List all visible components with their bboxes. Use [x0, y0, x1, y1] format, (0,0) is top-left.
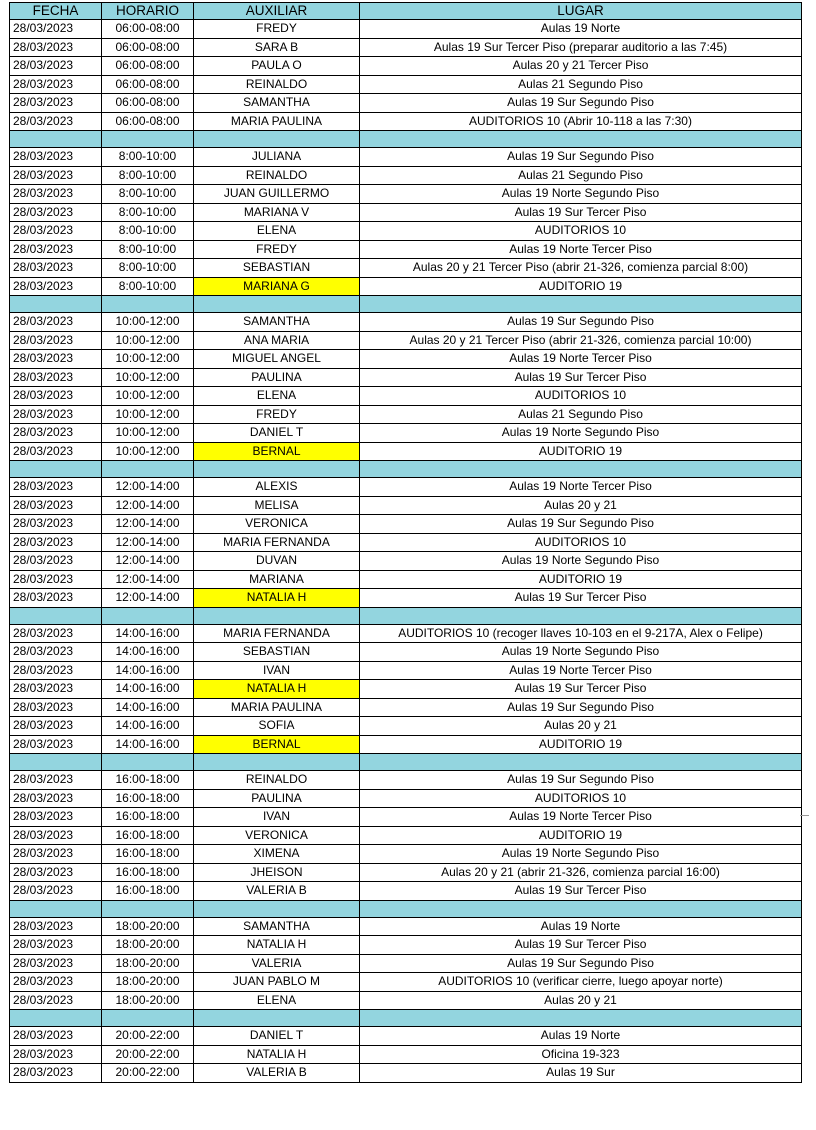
cell-auxiliar: MIGUEL ANGEL: [194, 350, 360, 369]
table-row: [10, 94, 802, 113]
cell-auxiliar: JHEISON: [194, 863, 360, 882]
cell-fecha: 28/03/2023: [10, 57, 102, 76]
cell-auxiliar: SAMANTHA: [194, 313, 360, 332]
cell-lugar: AUDITORIOS 10: [360, 222, 802, 241]
cell-auxiliar: FREDY: [194, 405, 360, 424]
cell-horario: 12:00-14:00: [102, 589, 194, 608]
table-row: [10, 350, 802, 369]
table-row: [10, 680, 802, 699]
cell-fecha: 28/03/2023: [10, 185, 102, 204]
separator-cell: [194, 900, 360, 917]
cell-horario: 06:00-08:00: [102, 57, 194, 76]
cell-lugar: AUDITORIO 19: [360, 277, 802, 296]
cell-lugar: Aulas 20 y 21 Tercer Piso (abrir 21-326, comienza parcial 10:00): [360, 331, 802, 350]
table-row: [10, 954, 802, 973]
cell-lugar: Aulas 19 Sur Segundo Piso: [360, 94, 802, 113]
separator-row: [10, 131, 802, 148]
table-row: [10, 313, 802, 332]
table-row: [10, 203, 802, 222]
cell-lugar: Aulas 19 Norte Segundo Piso: [360, 185, 802, 204]
separator-cell: [360, 607, 802, 624]
cell-auxiliar: VERONICA: [194, 515, 360, 534]
cell-auxiliar: BERNAL: [194, 735, 360, 754]
cell-auxiliar: DANIEL T: [194, 1027, 360, 1046]
schedule-table: [9, 2, 802, 1083]
separator-cell: [102, 1010, 194, 1027]
separator-cell: [10, 131, 102, 148]
cell-lugar: AUDITORIOS 10: [360, 387, 802, 406]
separator-cell: [102, 900, 194, 917]
cell-fecha: 28/03/2023: [10, 515, 102, 534]
cell-lugar: Aulas 20 y 21 Tercer Piso (abrir 21-326, comienza parcial 8:00): [360, 259, 802, 278]
cell-auxiliar: NATALIA H: [194, 936, 360, 955]
cell-fecha: 28/03/2023: [10, 20, 102, 39]
table-row: [10, 789, 802, 808]
cell-fecha: 28/03/2023: [10, 808, 102, 827]
cell-fecha: 28/03/2023: [10, 826, 102, 845]
cell-horario: 14:00-16:00: [102, 735, 194, 754]
table-row: [10, 387, 802, 406]
cell-horario: 8:00-10:00: [102, 259, 194, 278]
separator-cell: [194, 131, 360, 148]
cell-fecha: 28/03/2023: [10, 1064, 102, 1083]
cell-auxiliar: NATALIA H: [194, 1045, 360, 1064]
separator-cell: [10, 1010, 102, 1027]
separator-cell: [360, 296, 802, 313]
cell-horario: 10:00-12:00: [102, 442, 194, 461]
cell-auxiliar: MARIANA: [194, 570, 360, 589]
cell-lugar: Aulas 20 y 21 Tercer Piso: [360, 57, 802, 76]
table-row: [10, 771, 802, 790]
cell-auxiliar: MELISA: [194, 496, 360, 515]
table-row: [10, 1027, 802, 1046]
cell-fecha: 28/03/2023: [10, 331, 102, 350]
separator-cell: [194, 607, 360, 624]
cell-auxiliar: JUAN GUILLERMO: [194, 185, 360, 204]
cell-horario: 18:00-20:00: [102, 936, 194, 955]
cell-horario: 12:00-14:00: [102, 478, 194, 497]
cell-horario: 12:00-14:00: [102, 496, 194, 515]
cell-lugar: Aulas 19 Norte Tercer Piso: [360, 478, 802, 497]
cell-horario: 12:00-14:00: [102, 570, 194, 589]
cell-lugar: Aulas 19 Norte: [360, 1027, 802, 1046]
cell-horario: 20:00-22:00: [102, 1045, 194, 1064]
cell-horario: 06:00-08:00: [102, 112, 194, 131]
cell-horario: 12:00-14:00: [102, 533, 194, 552]
table-row: [10, 496, 802, 515]
table-row: [10, 222, 802, 241]
separator-cell: [10, 900, 102, 917]
table-row: [10, 863, 802, 882]
table-row: [10, 661, 802, 680]
cell-lugar: Aulas 19 Norte Segundo Piso: [360, 424, 802, 443]
cell-horario: 16:00-18:00: [102, 808, 194, 827]
table-row: [10, 405, 802, 424]
cell-fecha: 28/03/2023: [10, 552, 102, 571]
table-row: [10, 1064, 802, 1083]
table-row: [10, 936, 802, 955]
cell-fecha: 28/03/2023: [10, 954, 102, 973]
table-row: [10, 331, 802, 350]
table-row: [10, 166, 802, 185]
cell-fecha: 28/03/2023: [10, 350, 102, 369]
cell-lugar: Aulas 19 Norte: [360, 917, 802, 936]
cell-lugar: Aulas 19 Sur Tercer Piso: [360, 203, 802, 222]
cell-horario: 14:00-16:00: [102, 643, 194, 662]
cell-fecha: 28/03/2023: [10, 166, 102, 185]
table-row: [10, 717, 802, 736]
table-row: [10, 643, 802, 662]
separator-cell: [10, 296, 102, 313]
cell-auxiliar: DANIEL T: [194, 424, 360, 443]
cell-horario: 8:00-10:00: [102, 203, 194, 222]
cell-horario: 10:00-12:00: [102, 313, 194, 332]
cell-fecha: 28/03/2023: [10, 698, 102, 717]
cell-lugar: Aulas 21 Segundo Piso: [360, 405, 802, 424]
table-row: [10, 589, 802, 608]
cell-fecha: 28/03/2023: [10, 442, 102, 461]
cell-auxiliar: VALERIA B: [194, 882, 360, 901]
cell-lugar: Aulas 19 Sur Tercer Piso (preparar auditorio a las 7:45): [360, 38, 802, 57]
cell-lugar: Aulas 19 Norte Segundo Piso: [360, 552, 802, 571]
cell-horario: 16:00-18:00: [102, 789, 194, 808]
cell-lugar: AUDITORIOS 10 (recoger llaves 10-103 en el 9-217A, Alex o Felipe): [360, 624, 802, 643]
cell-auxiliar: SAMANTHA: [194, 917, 360, 936]
cell-horario: 12:00-14:00: [102, 552, 194, 571]
cell-horario: 8:00-10:00: [102, 185, 194, 204]
separator-cell: [10, 461, 102, 478]
cell-auxiliar: ELENA: [194, 991, 360, 1010]
cell-fecha: 28/03/2023: [10, 38, 102, 57]
header-horario: HORARIO: [102, 3, 194, 20]
cell-auxiliar: SEBASTIAN: [194, 259, 360, 278]
cell-horario: 14:00-16:00: [102, 661, 194, 680]
cell-auxiliar: PAULINA: [194, 368, 360, 387]
cell-fecha: 28/03/2023: [10, 112, 102, 131]
cell-auxiliar: FREDY: [194, 240, 360, 259]
cell-auxiliar: PAULA O: [194, 57, 360, 76]
cell-horario: 16:00-18:00: [102, 863, 194, 882]
table-row: [10, 38, 802, 57]
cell-lugar: AUDITORIOS 10 (verificar cierre, luego apoyar norte): [360, 973, 802, 992]
cell-auxiliar: FREDY: [194, 20, 360, 39]
gridline-fragment: [800, 815, 809, 816]
cell-lugar: Aulas 21 Segundo Piso: [360, 75, 802, 94]
cell-fecha: 28/03/2023: [10, 75, 102, 94]
cell-fecha: 28/03/2023: [10, 882, 102, 901]
header-auxiliar: AUXILIAR: [194, 3, 360, 20]
cell-auxiliar: REINALDO: [194, 75, 360, 94]
cell-auxiliar: ANA MARIA: [194, 331, 360, 350]
cell-horario: 10:00-12:00: [102, 405, 194, 424]
cell-horario: 16:00-18:00: [102, 845, 194, 864]
cell-horario: 14:00-16:00: [102, 698, 194, 717]
cell-lugar: Aulas 19 Sur Tercer Piso: [360, 589, 802, 608]
separator-cell: [102, 754, 194, 771]
separator-cell: [10, 607, 102, 624]
cell-fecha: 28/03/2023: [10, 368, 102, 387]
cell-fecha: 28/03/2023: [10, 277, 102, 296]
cell-horario: 8:00-10:00: [102, 240, 194, 259]
cell-fecha: 28/03/2023: [10, 863, 102, 882]
table-row: [10, 112, 802, 131]
cell-horario: 16:00-18:00: [102, 771, 194, 790]
cell-auxiliar: ELENA: [194, 222, 360, 241]
cell-fecha: 28/03/2023: [10, 94, 102, 113]
cell-horario: 18:00-20:00: [102, 917, 194, 936]
separator-row: [10, 607, 802, 624]
table-row: [10, 368, 802, 387]
header-fecha: FECHA: [10, 3, 102, 20]
separator-cell: [102, 296, 194, 313]
table-row: [10, 478, 802, 497]
separator-cell: [194, 461, 360, 478]
cell-horario: 8:00-10:00: [102, 166, 194, 185]
cell-auxiliar: ELENA: [194, 387, 360, 406]
table-row: [10, 624, 802, 643]
cell-lugar: Aulas 19 Norte Segundo Piso: [360, 845, 802, 864]
cell-fecha: 28/03/2023: [10, 148, 102, 167]
cell-fecha: 28/03/2023: [10, 845, 102, 864]
cell-fecha: 28/03/2023: [10, 1027, 102, 1046]
cell-fecha: 28/03/2023: [10, 570, 102, 589]
cell-lugar: Aulas 20 y 21: [360, 496, 802, 515]
cell-auxiliar: JUAN PABLO M: [194, 973, 360, 992]
cell-lugar: Aulas 20 y 21: [360, 717, 802, 736]
cell-auxiliar: XIMENA: [194, 845, 360, 864]
table-row: [10, 20, 802, 39]
cell-fecha: 28/03/2023: [10, 717, 102, 736]
table-row: [10, 57, 802, 76]
cell-auxiliar: IVAN: [194, 661, 360, 680]
cell-lugar: Aulas 19 Sur Segundo Piso: [360, 698, 802, 717]
cell-fecha: 28/03/2023: [10, 624, 102, 643]
cell-fecha: 28/03/2023: [10, 936, 102, 955]
separator-cell: [194, 296, 360, 313]
separator-cell: [360, 131, 802, 148]
header-row: [10, 3, 802, 20]
cell-horario: 10:00-12:00: [102, 387, 194, 406]
cell-lugar: AUDITORIO 19: [360, 570, 802, 589]
cell-lugar: Aulas 19 Norte Tercer Piso: [360, 350, 802, 369]
header-lugar: LUGAR: [360, 3, 802, 20]
cell-fecha: 28/03/2023: [10, 240, 102, 259]
cell-lugar: AUDITORIO 19: [360, 735, 802, 754]
separator-cell: [194, 1010, 360, 1027]
cell-horario: 18:00-20:00: [102, 954, 194, 973]
cell-lugar: Aulas 19 Norte Segundo Piso: [360, 643, 802, 662]
cell-fecha: 28/03/2023: [10, 478, 102, 497]
cell-fecha: 28/03/2023: [10, 1045, 102, 1064]
cell-fecha: 28/03/2023: [10, 405, 102, 424]
cell-horario: 10:00-12:00: [102, 424, 194, 443]
cell-auxiliar: REINALDO: [194, 771, 360, 790]
cell-lugar: Oficina 19-323: [360, 1045, 802, 1064]
cell-horario: 16:00-18:00: [102, 826, 194, 845]
cell-horario: 10:00-12:00: [102, 368, 194, 387]
cell-lugar: AUDITORIOS 10 (Abrir 10-118 a las 7:30): [360, 112, 802, 131]
table-row: [10, 1045, 802, 1064]
separator-row: [10, 754, 802, 771]
cell-lugar: Aulas 20 y 21 (abrir 21-326, comienza parcial 16:00): [360, 863, 802, 882]
cell-horario: 06:00-08:00: [102, 94, 194, 113]
table-row: [10, 515, 802, 534]
table-row: [10, 808, 802, 827]
cell-lugar: Aulas 19 Norte: [360, 20, 802, 39]
cell-lugar: Aulas 19 Sur: [360, 1064, 802, 1083]
cell-auxiliar: SARA B: [194, 38, 360, 57]
separator-cell: [360, 754, 802, 771]
cell-auxiliar: VALERIA: [194, 954, 360, 973]
cell-fecha: 28/03/2023: [10, 203, 102, 222]
cell-auxiliar: NATALIA H: [194, 680, 360, 699]
cell-fecha: 28/03/2023: [10, 589, 102, 608]
cell-lugar: Aulas 19 Sur Segundo Piso: [360, 771, 802, 790]
separator-cell: [194, 754, 360, 771]
separator-cell: [102, 461, 194, 478]
separator-cell: [360, 1010, 802, 1027]
cell-lugar: AUDITORIOS 10: [360, 533, 802, 552]
cell-lugar: Aulas 21 Segundo Piso: [360, 166, 802, 185]
cell-fecha: 28/03/2023: [10, 973, 102, 992]
cell-horario: 14:00-16:00: [102, 717, 194, 736]
cell-lugar: Aulas 19 Sur Segundo Piso: [360, 515, 802, 534]
table-row: [10, 424, 802, 443]
cell-fecha: 28/03/2023: [10, 222, 102, 241]
separator-row: [10, 296, 802, 313]
table-row: [10, 570, 802, 589]
cell-auxiliar: JULIANA: [194, 148, 360, 167]
cell-auxiliar: ALEXIS: [194, 478, 360, 497]
separator-cell: [10, 754, 102, 771]
table-row: [10, 259, 802, 278]
cell-lugar: Aulas 19 Sur Segundo Piso: [360, 313, 802, 332]
cell-fecha: 28/03/2023: [10, 496, 102, 515]
cell-horario: 8:00-10:00: [102, 148, 194, 167]
table-row: [10, 442, 802, 461]
cell-lugar: AUDITORIO 19: [360, 442, 802, 461]
cell-horario: 20:00-22:00: [102, 1064, 194, 1083]
cell-auxiliar: DUVAN: [194, 552, 360, 571]
cell-auxiliar: VALERIA B: [194, 1064, 360, 1083]
cell-horario: 18:00-20:00: [102, 991, 194, 1010]
separator-cell: [360, 900, 802, 917]
cell-horario: 8:00-10:00: [102, 277, 194, 296]
cell-lugar: Aulas 19 Sur Tercer Piso: [360, 368, 802, 387]
cell-auxiliar: MARIA FERNANDA: [194, 533, 360, 552]
cell-horario: 18:00-20:00: [102, 973, 194, 992]
cell-auxiliar: IVAN: [194, 808, 360, 827]
cell-fecha: 28/03/2023: [10, 771, 102, 790]
table-row: [10, 735, 802, 754]
cell-auxiliar: MARIA PAULINA: [194, 698, 360, 717]
cell-fecha: 28/03/2023: [10, 680, 102, 699]
cell-horario: 06:00-08:00: [102, 38, 194, 57]
separator-row: [10, 1010, 802, 1027]
cell-fecha: 28/03/2023: [10, 533, 102, 552]
table-row: [10, 882, 802, 901]
cell-fecha: 28/03/2023: [10, 917, 102, 936]
cell-lugar: Aulas 19 Norte Tercer Piso: [360, 808, 802, 827]
cell-horario: 20:00-22:00: [102, 1027, 194, 1046]
cell-auxiliar: SEBASTIAN: [194, 643, 360, 662]
cell-auxiliar: VERONICA: [194, 826, 360, 845]
schedule-body: [10, 20, 802, 1083]
cell-fecha: 28/03/2023: [10, 424, 102, 443]
cell-lugar: Aulas 19 Sur Segundo Piso: [360, 148, 802, 167]
table-row: [10, 845, 802, 864]
cell-fecha: 28/03/2023: [10, 387, 102, 406]
cell-lugar: Aulas 19 Sur Tercer Piso: [360, 680, 802, 699]
cell-horario: 06:00-08:00: [102, 20, 194, 39]
table-row: [10, 973, 802, 992]
cell-fecha: 28/03/2023: [10, 259, 102, 278]
cell-fecha: 28/03/2023: [10, 789, 102, 808]
cell-fecha: 28/03/2023: [10, 991, 102, 1010]
cell-auxiliar: SOFIA: [194, 717, 360, 736]
cell-auxiliar: REINALDO: [194, 166, 360, 185]
separator-cell: [102, 607, 194, 624]
cell-auxiliar: PAULINA: [194, 789, 360, 808]
table-row: [10, 698, 802, 717]
table-row: [10, 75, 802, 94]
cell-auxiliar: BERNAL: [194, 442, 360, 461]
cell-auxiliar: MARIANA G: [194, 277, 360, 296]
cell-horario: 12:00-14:00: [102, 515, 194, 534]
cell-auxiliar: MARIA PAULINA: [194, 112, 360, 131]
cell-horario: 16:00-18:00: [102, 882, 194, 901]
cell-fecha: 28/03/2023: [10, 313, 102, 332]
table-row: [10, 991, 802, 1010]
cell-lugar: Aulas 19 Sur Tercer Piso: [360, 882, 802, 901]
separator-cell: [102, 131, 194, 148]
cell-lugar: Aulas 19 Sur Segundo Piso: [360, 954, 802, 973]
table-row: [10, 826, 802, 845]
cell-fecha: 28/03/2023: [10, 661, 102, 680]
cell-horario: 06:00-08:00: [102, 75, 194, 94]
table-row: [10, 148, 802, 167]
cell-lugar: Aulas 19 Norte Tercer Piso: [360, 240, 802, 259]
cell-fecha: 28/03/2023: [10, 643, 102, 662]
cell-lugar: Aulas 19 Sur Tercer Piso: [360, 936, 802, 955]
cell-horario: 14:00-16:00: [102, 680, 194, 699]
cell-lugar: AUDITORIO 19: [360, 826, 802, 845]
table-row: [10, 185, 802, 204]
cell-auxiliar: MARIANA V: [194, 203, 360, 222]
separator-row: [10, 900, 802, 917]
cell-horario: 10:00-12:00: [102, 331, 194, 350]
cell-lugar: AUDITORIOS 10: [360, 789, 802, 808]
separator-row: [10, 461, 802, 478]
cell-auxiliar: NATALIA H: [194, 589, 360, 608]
table-row: [10, 917, 802, 936]
cell-horario: 8:00-10:00: [102, 222, 194, 241]
cell-horario: 14:00-16:00: [102, 624, 194, 643]
table-row: [10, 277, 802, 296]
table-row: [10, 240, 802, 259]
table-row: [10, 552, 802, 571]
cell-horario: 10:00-12:00: [102, 350, 194, 369]
table-row: [10, 533, 802, 552]
separator-cell: [360, 461, 802, 478]
cell-auxiliar: MARIA FERNANDA: [194, 624, 360, 643]
cell-lugar: Aulas 20 y 21: [360, 991, 802, 1010]
cell-fecha: 28/03/2023: [10, 735, 102, 754]
cell-auxiliar: SAMANTHA: [194, 94, 360, 113]
cell-lugar: Aulas 19 Norte Tercer Piso: [360, 661, 802, 680]
